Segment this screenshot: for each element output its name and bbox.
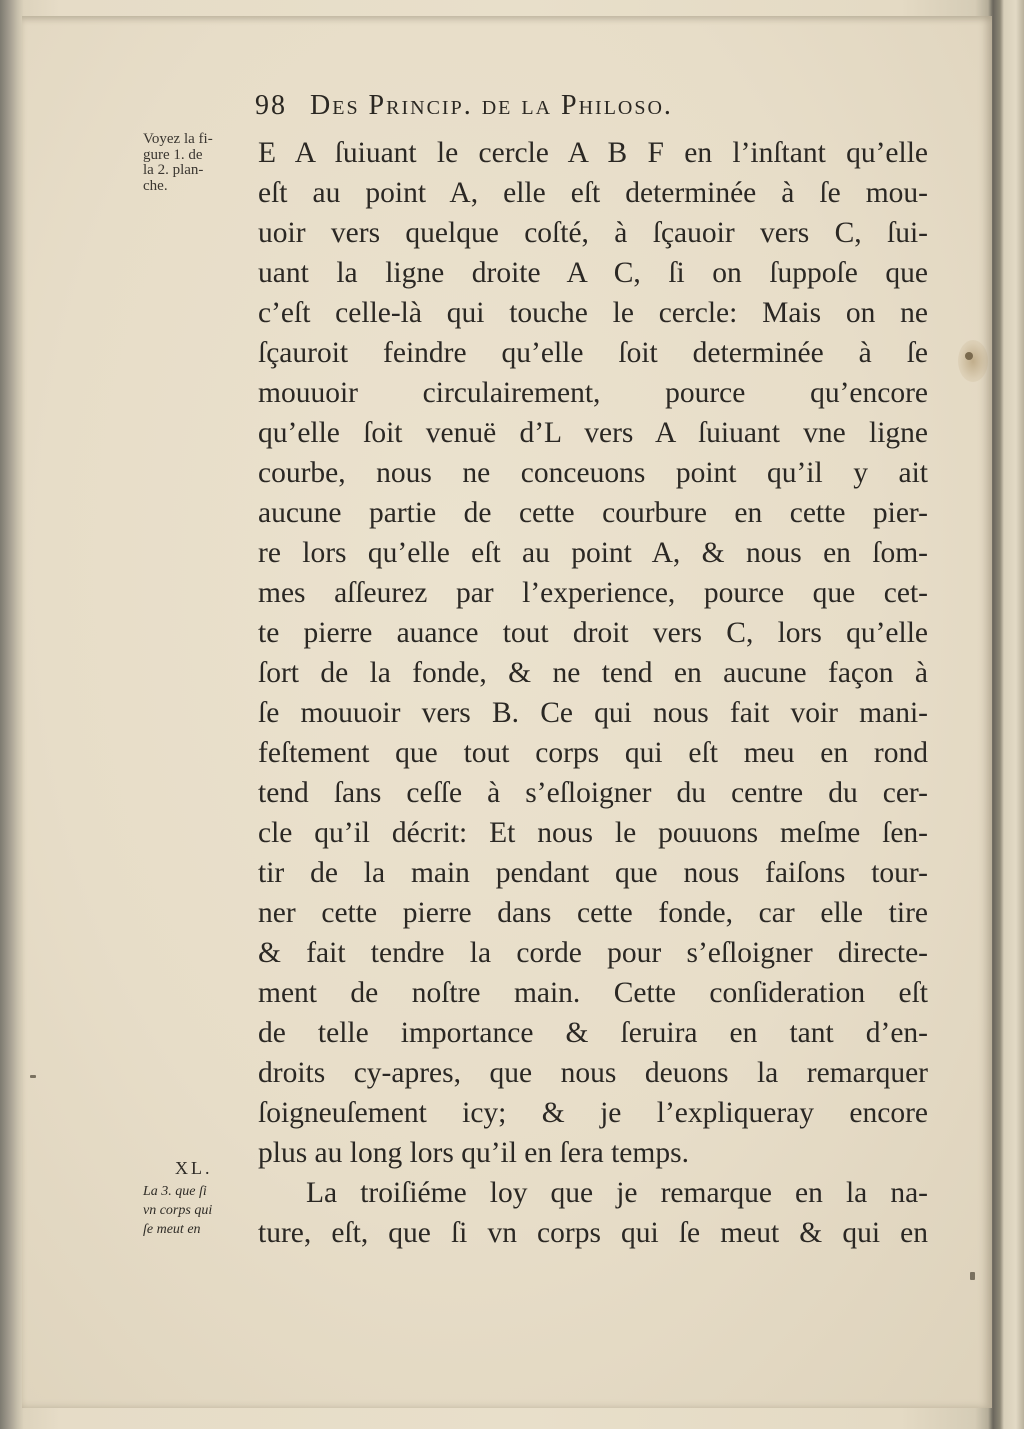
text-line: re lors qu’elle eſt au point A, & nous en ſom- <box>258 537 928 569</box>
text-line: de telle importance & ſeruira en tant d’en- <box>258 1017 928 1049</box>
margin-note-line: che. <box>143 177 168 194</box>
text-line: plus au long lors qu’il en ſera temps. <box>258 1137 689 1169</box>
text-line: courbe, nous ne conceuons point qu’il y ait <box>258 457 928 489</box>
section-note-line: La 3. que ſi <box>143 1184 207 1199</box>
page-number: 98 <box>255 90 287 121</box>
running-title: Des Princip. de la Philoso. <box>310 90 673 121</box>
text-line: E A ſuiuant le cercle A B F en l’inſtant qu’elle <box>258 137 928 169</box>
text-line: ner cette pierre dans cette fonde, car elle tire <box>258 897 928 929</box>
text-line: uoir vers quelque coſté, à ſçauoir vers C, ſui- <box>258 217 928 249</box>
text-line: ſort de la fonde, & ne tend en aucune façon à <box>258 657 928 689</box>
margin-note-line: gure 1. de <box>143 146 203 163</box>
page-spot <box>965 352 973 360</box>
text-line: cle qu’il décrit: Et nous le pouuons meſme ſen- <box>258 817 928 849</box>
text-line: te pierre auance tout droit vers C, lors qu’elle <box>258 617 928 649</box>
main-text <box>258 133 928 1253</box>
text-line: mes aſſeurez par l’experience, pource que cet- <box>258 577 928 609</box>
text-line: tend ſans ceſſe à s’eſloigner du centre du cer- <box>258 777 928 809</box>
text-line: ment de noſtre main. Cette conſideration eſt <box>258 977 928 1009</box>
margin-note-line: Voyez la fi- <box>143 131 213 147</box>
section-note-line: ſe meut en <box>143 1222 201 1237</box>
running-header <box>255 90 895 122</box>
text-line: La troiſiéme loy que je remarque en la na- <box>306 1177 928 1209</box>
section-margin-note <box>143 1182 253 1239</box>
page-mark <box>970 1272 975 1280</box>
margin-note-figure-reference <box>143 132 251 194</box>
text-line: mouuoir circulairement, pource qu’encore <box>258 377 928 409</box>
text-line: aucune partie de cette courbure en cette pier- <box>258 497 928 529</box>
text-line: ſe mouuoir vers B. Ce qui nous fait voir mani- <box>258 697 928 729</box>
text-line: ſçauroit feindre qu’elle ſoit determinée à ſe <box>258 337 928 369</box>
text-line: qu’elle ſoit venuë d’L vers A ſuiuant vne ligne <box>258 417 928 449</box>
text-line: ture, eſt, que ſi vn corps qui ſe meut & qui en <box>258 1217 928 1249</box>
page-stain <box>958 340 988 382</box>
text-line: tir de la main pendant que nous faiſons tour- <box>258 857 928 889</box>
text-line: ſoigneuſement icy; & je l’expliqueray encore <box>258 1097 928 1129</box>
margin-note-line: la 2. plan- <box>143 162 204 178</box>
text-line: c’eſt celle-là qui touche le cercle: Mais on ne <box>258 297 928 329</box>
text-line: eſt au point A, elle eſt determinée à ſe mou- <box>258 177 928 209</box>
text-line: uant la ligne droite A C, ſi on ſuppoſe que <box>258 257 928 289</box>
section-number: XL. <box>175 1158 213 1178</box>
text-line: feſtement que tout corps qui eſt meu en rond <box>258 737 928 769</box>
section-note-line: vn corps qui <box>143 1203 213 1218</box>
text-line: droits cy-apres, que nous deuons la remarquer <box>258 1057 928 1089</box>
page-mark <box>30 1075 36 1078</box>
text-line: & fait tendre la corde pour s’eſloigner directe- <box>258 937 928 969</box>
